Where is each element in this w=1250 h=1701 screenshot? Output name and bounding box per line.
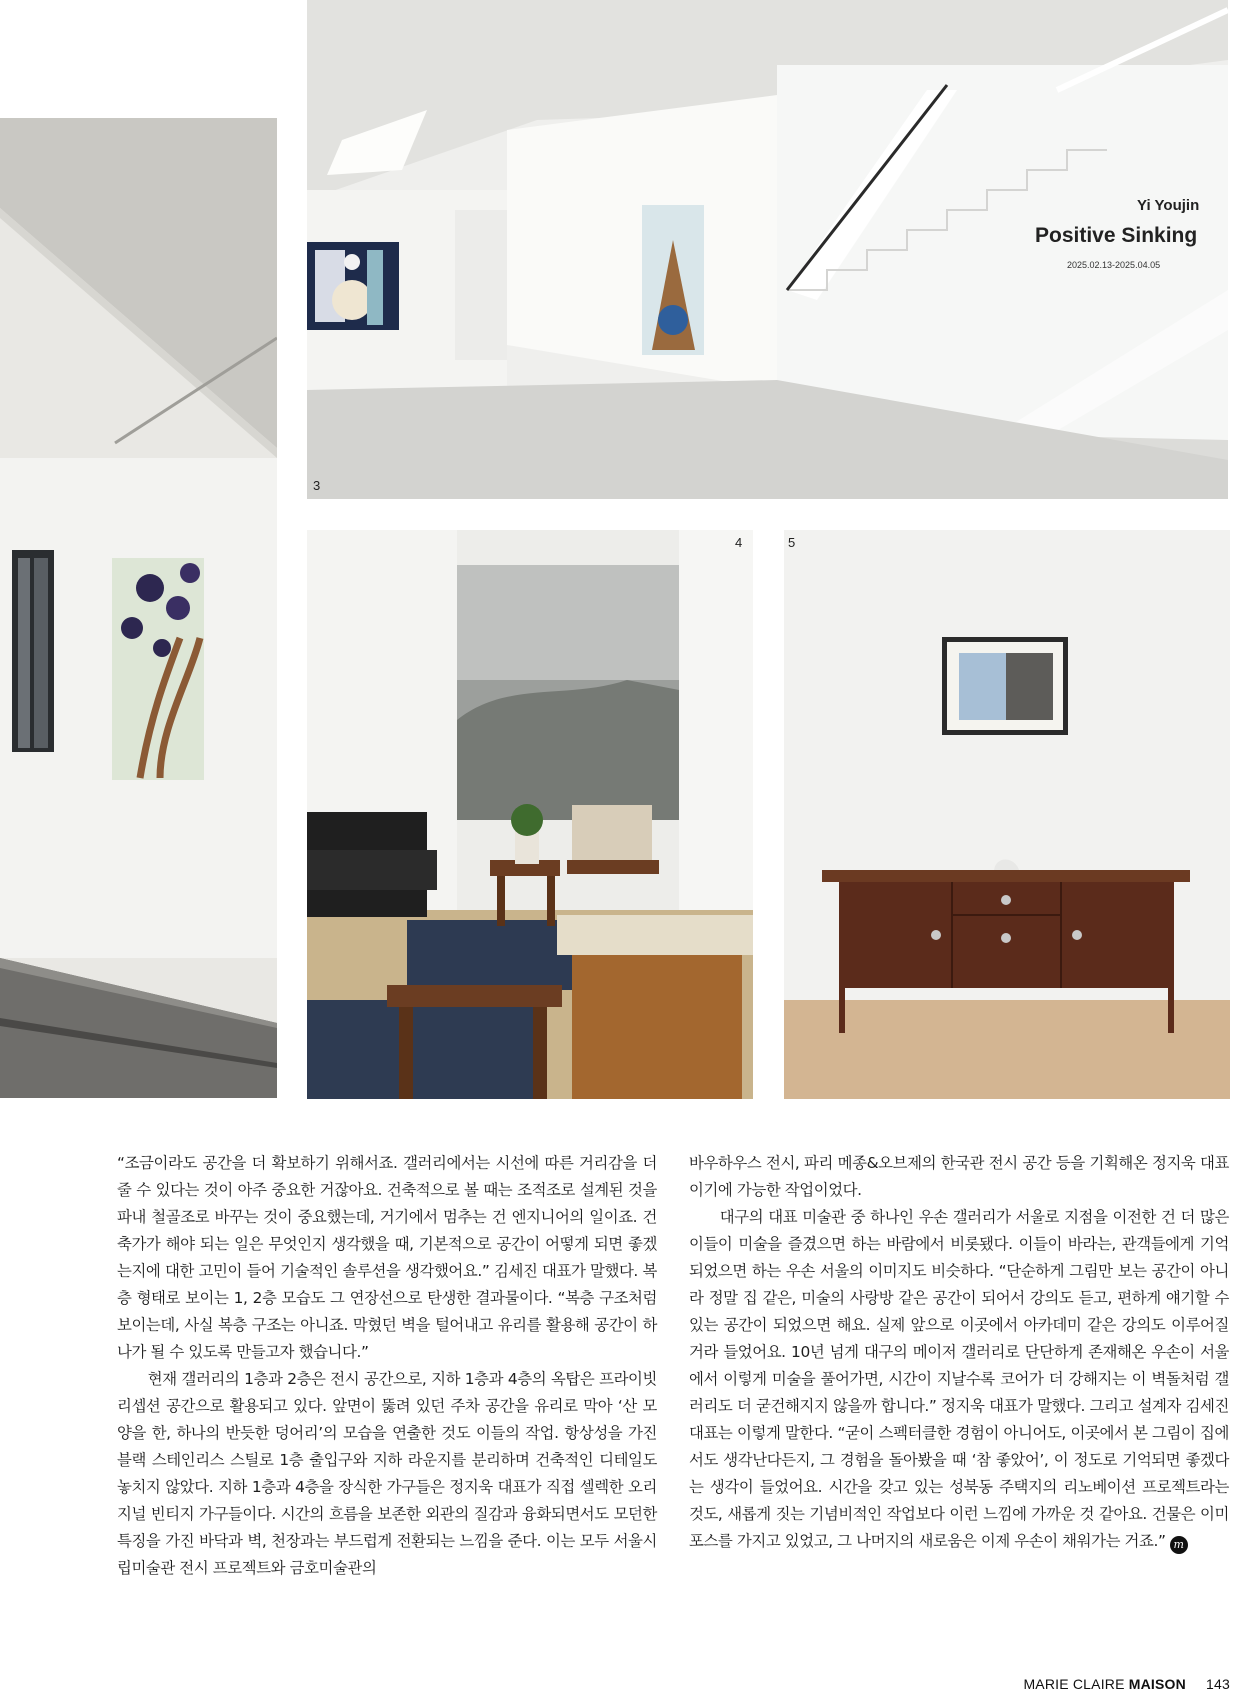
article-paragraph: 현재 갤러리의 1층과 2층은 전시 공간으로, 지하 1층과 4층의 옥탑은 프라이빗 리셉션 공간으로 활용되고 있다. 앞면이 뚫려 있던 주차 공간을 유리로 막아 ‘산 모양을 한, 하나의 반듯한 덩어리’의 모습을 연출한 것도 이들의 작업. 항상성을 가진 블랙 스테인리스 스틸로 1층 출입구와 지하 라운지를 분리하며 건축적인 디테일도 놓치지 않았다. 지하 1층과 4층을 장식한 가구들은 정지욱 대표가 직접 셀렉한 오리지널 빈티지 가구들이다. 시간의 흐름을 보존한 외관의 질감과 융화되면서도 모던한 특징을 가진 바닥과 벽, 천장과는 부드럽게 전환되는 느낌을 준다. 이는 모두 서울시립미술관 전시 프로젝트와 금호미술관의 bbox=[117, 1370, 657, 1577]
exhibition-dates: 2025.02.13-2025.04.05 bbox=[1067, 260, 1161, 270]
photo-number-5: 5 bbox=[788, 535, 796, 550]
article-paragraph bbox=[689, 1204, 1229, 1555]
page-number: 143 bbox=[1206, 1676, 1230, 1692]
photo-number-3: 3 bbox=[313, 478, 321, 493]
photo-number-4: 4 bbox=[735, 535, 743, 550]
article-paragraph: “조금이라도 공간을 더 확보하기 위해서죠. 갤러리에서는 시선에 따른 거리감을 더 줄 수 있다는 것이 아주 중요한 거잖아요. 건축적으로 볼 때는 조적조로 설계된 것을 파내 철골조로 바꾸는 것이 중요했는데, 거기에서 멈추는 건 엔지니어의 일이죠. 건축가가 해야 되는 일은 무엇인지 생각했을 때, 기본적으로 공간이 어떻게 되면 좋겠는지에 대한 고민이 들어 기술적인 솔루션을 생각했어요.” 김세진 대표가 말했다. 복층 형태로 보이는 1, 2층 모습도 그 연장선으로 탄생한 결과물이다. “복층 구조처럼 보이는데, 사실 복층 구조는 아니죠. 막혔던 벽을 털어내고 유리를 활용해 공간이 하나가 될 수 있도록 만들고자 했습니다.” bbox=[117, 1154, 657, 1361]
magazine-name: MARIE CLAIRE bbox=[1023, 1676, 1125, 1692]
photo-gallery-staircase bbox=[307, 0, 1228, 499]
photo-sideboard-artwork bbox=[784, 530, 1230, 1099]
photo-left-gallery bbox=[0, 118, 277, 1098]
article-paragraph: 바우하우스 전시, 파리 메종&오브제의 한국관 전시 공간 등을 기획해온 정지욱 대표이기에 가능한 작업이었다. bbox=[689, 1154, 1229, 1199]
article-column-left bbox=[117, 1150, 657, 1582]
end-mark-icon: m bbox=[1170, 1536, 1188, 1554]
article-paragraph-text: 대구의 대표 미술관 중 하나인 우손 갤러리가 서울로 지점을 이전한 건 더 많은 이들이 미술을 즐겼으면 하는 바람에서 비롯됐다. 이들이 바라는, 관객들에게 기억되었으면 하는 우손 서울의 이미지도 비슷하다. “단순하게 그림만 보는 공간이 아니라 정말 집 같은, 미술의 사랑방 같은 공간이 되어서 강의도 듣고, 편하게 얘기할 수 있는 공간이 되었으면 해요. 실제 앞으로 이곳에서 아카데미 같은 강의도 이루어질 거라 들었어요. 10년 넘게 대구의 메이저 갤러리로 단단하게 존재해온 우손이 서울에서 이렇게 미술을 풀어가면, 시간이 지날수록 코어가 더 강해지는 이 벽돌처럼 갤러리도 더 굳건해지지 않을까 합니다.” 정지욱 대표가 말했다. 그리고 설계자 김세진 대표는 이렇게 말한다. “굳이 스펙터클한 경험이 아니어도, 이곳에서 본 그림이 집에서도 생각난다든지, 그 경험을 돌아봤을 때 ‘참 좋았어’, 이 정도로 기억되면 좋겠다는 생각이 들었어요. 시간을 갖고 있는 성북동 주택지의 리노베이션 프로젝트라는 것도, 새롭게 짓는 기념비적인 작업보다 이런 느낌에 가까운 것 같아요. 건물은 이미 포스를 가지고 있었고, 그 나머지의 새로움은 이제 우손이 채워가는 거죠.” bbox=[689, 1208, 1229, 1550]
magazine-name-suffix: MAISON bbox=[1128, 1676, 1186, 1692]
page-footer bbox=[1023, 1676, 1230, 1692]
photo-lounge-window bbox=[307, 530, 753, 1099]
article-column-right bbox=[689, 1150, 1229, 1555]
exhibition-artist: Yi Youjin bbox=[1137, 197, 1200, 214]
exhibition-title: Positive Sinking bbox=[1035, 224, 1198, 247]
